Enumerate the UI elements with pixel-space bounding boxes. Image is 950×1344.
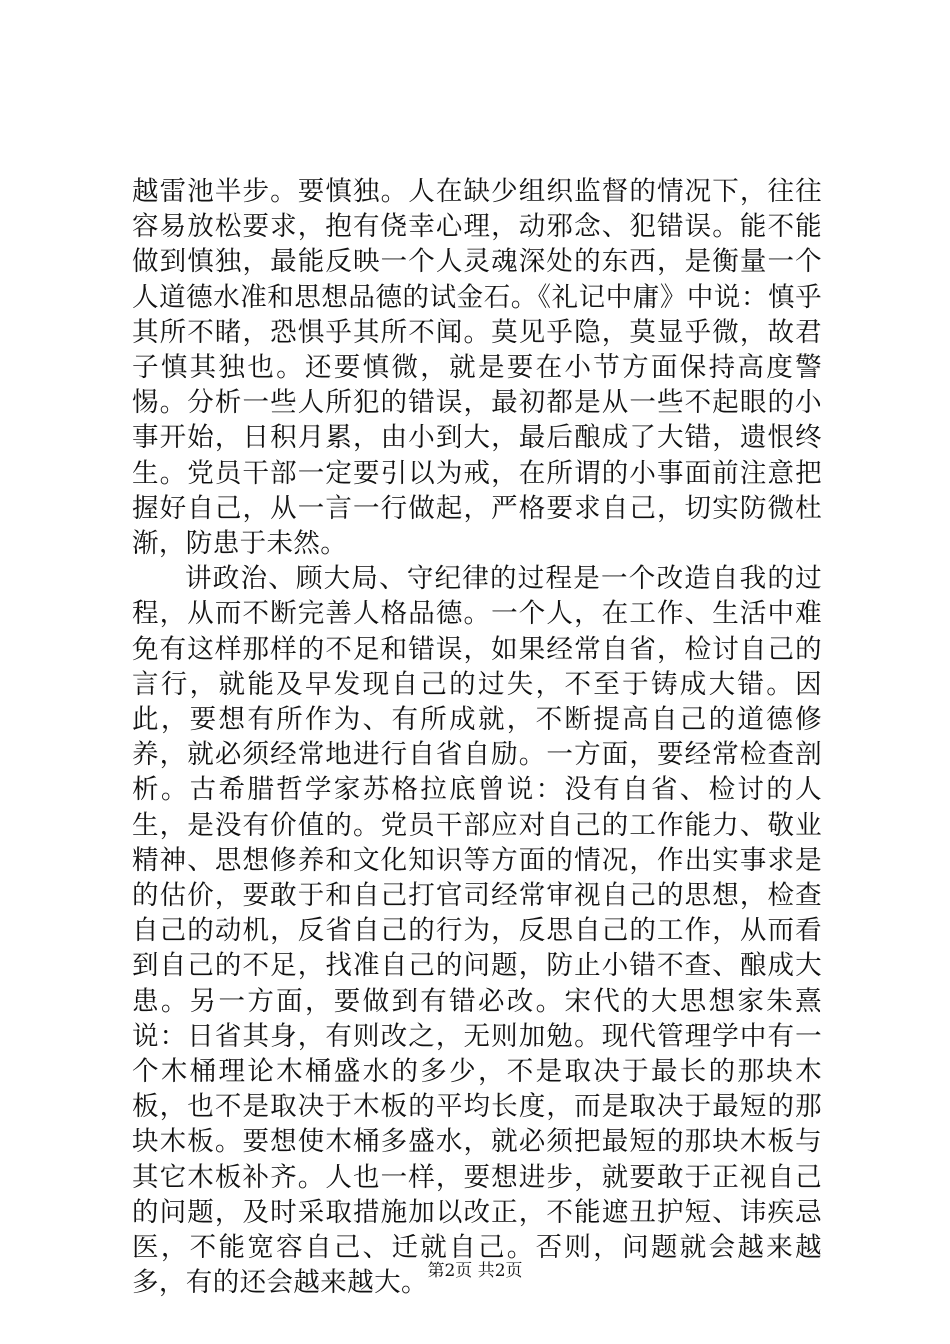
paragraph-self-reflection: 讲政治、顾大局、守纪律的过程是一个改造自我的过程，从而不断完善人格品德。一个人，在工作、生活中难免有这样那样的不足和错误，如果经常自省，检讨自己的言行，就能及早发现自己的过失，不至于铸成大错。因此，要想有所作为、有所成就，不断提高自己的道德修养，就必须经常地进行自省自励。一方面，要经常检查剖析。古希腊哲学家苏格拉底曾说：没有自省、检讨的人生，是没有价值的。党员干部应对自己的工作能力、敬业精神、思想修养和文化知识等方面的情况，作出实事求是的估价，要敢于和自己打官司经常审视自己的思想，检查自己的动机，反省自己的行为，反思自己的工作，从而看到自己的不足，找准自己的问题，防止小错不查、酿成大患。另一方面，要做到有错必改。宋代的大思想家朱熹说：日省其身，有则改之，无则加勉。现代管理学中有一个木桶理论木桶盛水的多少，不是取决于最长的那块木板，也不是取决于木板的平均长度，而是取决于最短的那块木板。要想使木桶多盛水，就必须把最短的那块木板与其它木板补齐。人也一样，要想进步，就要敢于正视自己的问题，及时采取措施加以改正，不能遮丑护短、讳疾忌医，不能宽容自己、迁就自己。否则，问题就会越来越多，有的还会越来越大。 bbox=[132, 563, 822, 1299]
body-text bbox=[132, 174, 822, 1301]
paragraph-continuation: 越雷池半步。要慎独。人在缺少组织监督的情况下，往往容易放松要求，抱有侥幸心理，动邪念、犯错误。能不能做到慎独，最能反映一个人灵魂深处的东西，是衡量一个人道德水准和思想品德的试金石。《礼记中庸》中说：慎乎其所不睹，恐惧乎其所不闻。莫见乎隐，莫显乎微，故君子慎其独也。还要慎微，就是要在小节方面保持高度警惕。分析一些人所犯的错误，最初都是从一些不起眼的小事开始，日积月累，由小到大，最后酿成了大错，遗恨终生。党员干部一定要引以为戒，在所谓的小事面前注意把握好自己，从一言一行做起，严格要求自己，切实防微杜渐，防患于未然。 bbox=[132, 176, 822, 560]
page-footer: 第2页 共2页 bbox=[427, 1261, 523, 1281]
